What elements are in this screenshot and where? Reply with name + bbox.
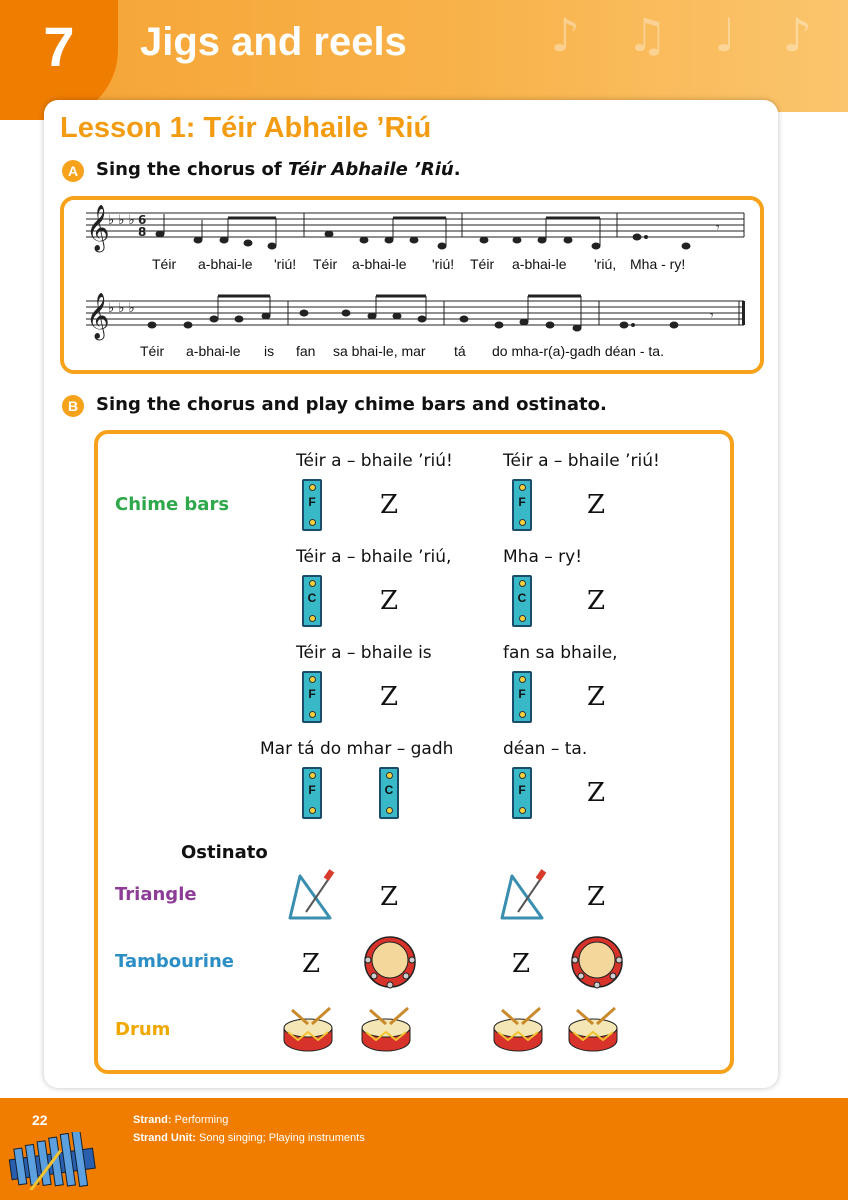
chorus-words: Téir a – bhaile is [296,643,432,663]
chime-bars-label: Chime bars [115,494,230,515]
triangle-label: Triangle [115,884,197,905]
rest-symbol: Z [380,586,399,616]
rest-symbol: Z [302,949,321,979]
chime-bar-f: F [512,767,532,819]
svg-text:𝄞: 𝄞 [86,293,110,339]
drum-icon [563,1002,627,1054]
chime-bar-f: F [302,671,322,723]
header-banner [0,0,848,112]
chorus-words: Mar tá do mhar – gadh [260,739,454,759]
rest-symbol: Z [587,682,606,712]
lyric-syllable: tá [454,343,466,359]
lyric-syllable: Mha - ry! [630,256,686,272]
unit-title: Jigs and reels [140,20,407,64]
section-b-badge: B [62,395,84,417]
strand-unit-line: Strand Unit: Song singing; Playing instruments [133,1132,365,1144]
chorus-words: Téir a – bhaile ’riú, [296,547,452,567]
rest-symbol: Z [512,949,531,979]
chorus-words: Téir a – bhaile ’riú! [296,451,453,471]
rest-symbol: Z [587,778,606,808]
triangle-icon [286,868,336,926]
section-a-instruction: Sing the chorus of Téir Abhaile ’Riú. [96,159,461,180]
chime-bar-c: C [512,575,532,627]
lyric-syllable: do mha-r(a)-gadh déan - ta. [492,343,664,359]
triangle-icon [498,868,548,926]
chapter-number: 7 [43,15,75,78]
lyric-syllable: Téir [140,343,165,359]
rest-symbol: Z [587,586,606,616]
drum-icon [488,1002,552,1054]
svg-text:𝄞: 𝄞 [86,205,110,251]
svg-text:𝄾: 𝄾 [716,220,720,236]
chorus-words: fan sa bhaile, [503,643,618,663]
chime-bar-f: F [512,671,532,723]
ostinato-heading: Ostinato [181,842,268,863]
lesson-title: Lesson 1: Téir Abhaile ’Riú [60,112,432,144]
rest-symbol: Z [380,490,399,520]
chorus-words: déan – ta. [503,739,588,759]
tambourine-icon [569,934,625,990]
lyric-syllable: 'riú! [274,256,297,272]
lyric-syllable: 'riú, [594,256,617,272]
page-number: 22 [32,1112,48,1128]
drum-label: Drum [115,1019,171,1040]
lyric-syllable: a-bhai-le [186,343,241,359]
footer-bar [0,1098,848,1200]
music-notes-decoration: ♪ ♫ ♩ ♪ [550,8,828,62]
lyric-syllable: a-bhai-le [352,256,407,272]
chime-bar-f: F [302,479,322,531]
chorus-words: Téir a – bhaile ’riú! [503,451,660,471]
lyric-syllable: a-bhai-le [198,256,253,272]
rest-symbol: Z [380,682,399,712]
drum-icon [356,1002,420,1054]
lyric-syllable: Téir [470,256,495,272]
section-b-instruction: Sing the chorus and play chime bars and ostinato. [96,394,607,415]
strand-line: Strand: Performing [133,1114,229,1126]
svg-text:𝄾: 𝄾 [710,308,714,324]
lyric-syllable: sa bhai-le, mar [333,343,426,359]
lyric-syllable: Téir [152,256,177,272]
chime-bar-f: F [302,767,322,819]
section-a-badge: A [62,160,84,182]
rest-symbol: Z [380,882,399,912]
rest-symbol: Z [587,490,606,520]
time-signature-top: 6 [138,213,147,227]
lyric-syllable: is [264,343,275,359]
chorus-words: Mha – ry! [503,547,583,567]
lyric-syllable: 'riú! [432,256,455,272]
lyric-syllable: a-bhai-le [512,256,567,272]
tambourine-icon [362,934,418,990]
lyric-syllable: Téir [313,256,338,272]
xylophone-icon [6,1132,98,1190]
chime-bar-c: C [379,767,399,819]
chime-bar-f: F [512,479,532,531]
time-signature-bottom: 8 [138,225,147,239]
chime-bar-c: C [302,575,322,627]
lyric-syllable: fan [296,343,316,359]
svg-text:♭ ♭ ♭: ♭ ♭ ♭ [108,301,135,316]
drum-icon [278,1002,342,1054]
svg-text:♭ ♭ ♭: ♭ ♭ ♭ [108,213,135,228]
rest-symbol: Z [587,882,606,912]
tambourine-label: Tambourine [115,951,234,972]
